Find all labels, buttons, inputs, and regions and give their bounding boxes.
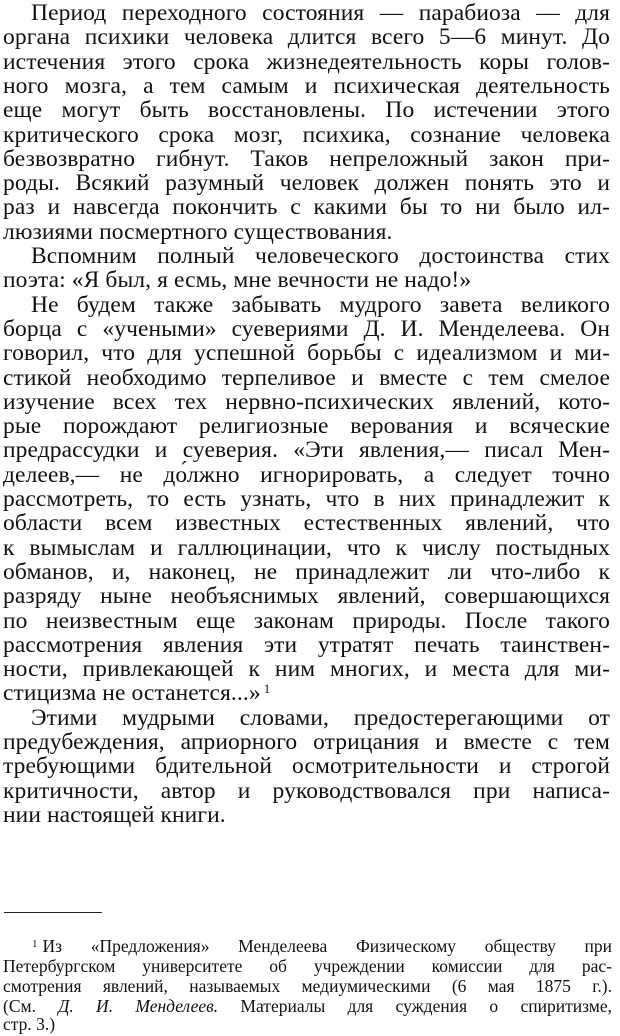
footnote-line: смотрения явлений, называемых медиумическими (6 мая 1875 г.). — [3, 976, 612, 996]
text-line — [3, 681, 610, 705]
footnote-line: Петербургском университете об учреждении комиссии для рас- — [3, 956, 612, 976]
footnote-marker: 1 — [32, 938, 38, 950]
text-line: истечения этого срока жизнедеятельность коры голов- — [3, 48, 610, 75]
text-line: критического срока мозг, психика, сознание человека — [3, 121, 610, 148]
footnote-text: Из «Предложения» Менделеева Физическому обществу при — [42, 936, 612, 956]
text-line: рые порождают религиозные верования и всяческие — [3, 413, 610, 440]
text-line: рассмотрения явления эти утратят печать таинствен- — [3, 631, 610, 658]
text-line: Вспомним полный человеческого достоинства стих — [31, 243, 610, 269]
text-line: борца с «учеными» суевериями Д. И. Менделеева. Он — [3, 315, 610, 342]
text-line-content: стицизма не останется...» — [3, 680, 261, 707]
text-line: говорил, что для успешной борьбы с идеализмом и ми- — [3, 340, 610, 367]
text-line: предубеждения, априорного отрицания и вместе с тем — [3, 729, 610, 755]
text-line: Этими мудрыми словами, предостерегающими от — [31, 704, 610, 731]
text-line: поэта: «Я был, я есмь, мне вечности не надо!» — [3, 267, 472, 294]
text-line: ного мозга, а тем самым и психическая деятельность — [3, 72, 610, 99]
text-line: безвозвратно гибнут. Таков непреложный закон при- — [3, 145, 610, 172]
text-line: области всем известных естественных явлений, что — [3, 510, 610, 537]
footnote-line — [32, 936, 612, 957]
footnote-line: стр. 3.) — [3, 1014, 56, 1034]
text-line: стикой необходимо терпеливое и вместе с тем смелое — [3, 364, 610, 391]
text-line: предрассудки и суеверия. «Эти явления,— писал Мен- — [3, 437, 610, 464]
text-line: нии настоящей книги. — [3, 801, 226, 828]
text-line: роды. Всякий разумный человек должен понять это и — [3, 170, 610, 197]
text-line: изучение всех тех нервно-психических явлений, кото- — [3, 388, 610, 415]
footnote-author: Д. И. Менделеев. — [58, 996, 219, 1016]
text-line: органа психики человека длится всего 5—6 минут. До — [3, 24, 610, 51]
footnote-reference: 1 — [263, 681, 271, 697]
text-line: к вымыслам и галлюцинации, что к числу постыдных — [3, 534, 610, 561]
text-line: люзиями посмертного существования. — [3, 218, 393, 245]
footnote-line — [3, 996, 612, 1017]
text-line: разряду ныне необъяснимых явлений, совершающихся — [3, 583, 610, 610]
text-line: Не будем также забывать мудрого завета великого — [31, 291, 610, 318]
footnote-separator — [4, 912, 102, 913]
text-line: ности, привлекающей к ним многих, и места для ми- — [3, 656, 610, 683]
text-line: критичности, автор и руководствовался при написа- — [3, 777, 610, 804]
text-line: обманов, и, наконец, не принадлежит ли что-либо к — [3, 558, 610, 585]
text-line: рассмотреть, то есть узнать, что в них принадлежит к — [3, 486, 610, 512]
text-line: по неизвестным еще законам природы. После такого — [3, 607, 610, 634]
footnote-text: Материалы для суждения о спиритизме, — [218, 996, 612, 1016]
footnote-text: (См. — [3, 996, 59, 1016]
text-line: еще могут быть восстановлены. По истечении этого — [3, 97, 610, 124]
text-line: требующими бдительной осмотрительности и строгой — [3, 753, 610, 780]
text-line: Период переходного состояния — парабиоза — для — [31, 0, 610, 26]
text-line: делеев,— не до́лжно игнорировать, а следует точно — [3, 461, 610, 488]
text-line: раз и навсегда покончить с какими бы то ни было ил- — [3, 194, 610, 221]
